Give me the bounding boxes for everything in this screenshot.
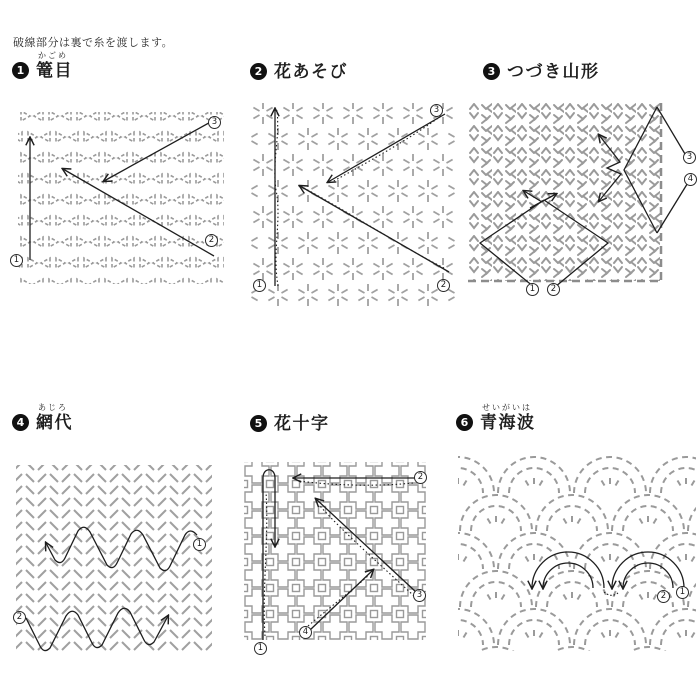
step-marker: 2 (437, 279, 450, 292)
page-note: 破線部分は裏で糸を渡します。 (13, 36, 174, 49)
step-marker: 3 (208, 116, 221, 129)
step-marker: 1 (193, 538, 206, 551)
step-marker: 1 (526, 283, 539, 296)
pattern-6-diagram (458, 455, 698, 655)
pattern-1-furigana: かごめ (38, 51, 68, 60)
step-marker: 1 (676, 586, 689, 599)
hana-juji-texture (244, 462, 426, 640)
ajiro-stitch-swatch (12, 460, 227, 660)
step-marker: 2 (13, 611, 26, 624)
tsuzuki-yamagata-stitch-swatch (468, 103, 700, 301)
pattern-3-header (483, 63, 600, 81)
pattern-4-diagram (12, 460, 227, 660)
pattern-3-title: つづき山形 (507, 62, 600, 82)
kagome-stitch-swatch (18, 108, 228, 294)
pattern-1-number-badge: 1 (12, 62, 29, 79)
step-marker: 2 (657, 590, 670, 603)
pattern-4-number-badge: 4 (12, 414, 29, 431)
step-marker: 4 (299, 626, 312, 639)
pattern-2-number-badge: 2 (250, 63, 267, 80)
kagome-texture (18, 112, 224, 284)
step-marker: 2 (547, 283, 560, 296)
step-marker: 1 (254, 642, 267, 655)
pattern-2-title: 花あそび (274, 62, 348, 82)
pattern-3-number-badge: 3 (483, 63, 500, 80)
step-marker: 4 (684, 173, 697, 186)
step-marker: 2 (205, 234, 218, 247)
pattern-1-diagram (13, 108, 228, 298)
step-marker: 1 (10, 254, 23, 267)
pattern-4-title: 網代 (36, 413, 73, 433)
step-marker: 2 (414, 471, 427, 484)
step-marker: 3 (430, 104, 443, 117)
hana-asobi-stitch-swatch (248, 100, 460, 314)
hana-asobi-texture (250, 103, 456, 309)
pattern-5-number-badge: 5 (250, 415, 267, 432)
pattern-6-title: 青海波 (480, 413, 536, 433)
hana-juji-stitch-swatch (244, 458, 444, 658)
pattern-2-header (250, 63, 348, 81)
pattern-4-header (12, 404, 73, 432)
ajiro-texture (16, 465, 212, 651)
step-marker: 3 (413, 589, 426, 602)
pattern-4-furigana: あじろ (38, 403, 68, 412)
step-marker: 3 (683, 151, 696, 164)
pattern-6-number-badge: 6 (456, 414, 473, 431)
pattern-1-title: 篭目 (36, 61, 73, 81)
pattern-5-diagram (244, 458, 444, 658)
pattern-3-diagram (468, 103, 700, 301)
tsuzuki-yamagata-texture (468, 103, 661, 281)
pattern-2-diagram (248, 100, 460, 298)
pattern-5-header (250, 415, 330, 433)
pattern-5-title: 花十字 (274, 414, 330, 434)
pattern-6-furigana: せいがいは (482, 403, 532, 412)
pattern-6-header (456, 404, 536, 432)
seigaiha-stitch-swatch (458, 455, 698, 653)
pattern-1-header (12, 52, 73, 80)
step-marker: 1 (253, 279, 266, 292)
